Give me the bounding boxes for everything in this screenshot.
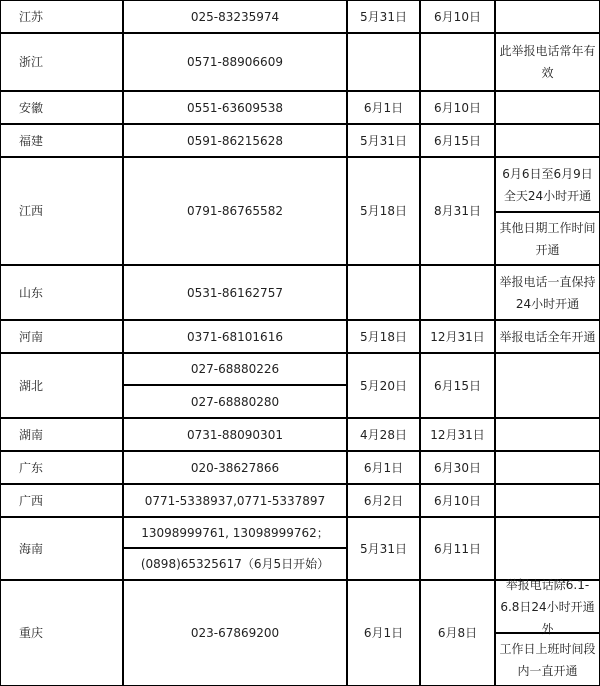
note-cell-text: 举报电话全年开通	[499, 329, 596, 344]
province-cell	[0, 91, 123, 124]
phone-cell	[123, 124, 347, 157]
province-cell-text: 福建	[19, 133, 44, 148]
end-date-cell-text: 6月8日	[437, 626, 478, 640]
phone-cell-text: 0371-68101616	[187, 329, 283, 344]
phone-cell-text: 0571-88906609	[187, 55, 283, 69]
phone-cell-text: 0551-63609538	[187, 100, 283, 115]
province-cell-text: 江苏	[19, 9, 44, 24]
province-cell	[0, 353, 123, 418]
phone-cell-text: 13098999761, 13098999762；	[141, 525, 329, 540]
phone-cell	[123, 451, 347, 484]
province-cell-text: 山东	[19, 285, 44, 300]
phone-cell	[123, 91, 347, 124]
note-cell	[495, 517, 600, 580]
start-date-cell	[347, 33, 420, 91]
phone-cell-text: (0898)65325617（6月5日开始）	[140, 557, 330, 571]
start-date-cell-text: 6月1日	[363, 100, 404, 115]
note-cell	[495, 91, 600, 124]
phone-cell	[123, 385, 347, 418]
end-date-cell	[420, 484, 495, 517]
note-cell	[495, 451, 600, 484]
end-date-cell	[420, 353, 495, 418]
phone-cell-text: 0771-5338937,0771-5337897	[144, 493, 326, 508]
end-date-cell	[420, 517, 495, 580]
province-cell	[0, 33, 123, 91]
province-cell-text: 安徽	[19, 100, 44, 115]
province-cell	[0, 320, 123, 353]
end-date-cell-text: 12月31日	[430, 329, 485, 344]
note-cell	[495, 33, 600, 91]
note-cell	[495, 484, 600, 517]
end-date-cell	[420, 451, 495, 484]
end-date-cell-text: 6月10日	[434, 9, 481, 24]
phone-cell	[123, 517, 347, 548]
start-date-cell	[347, 157, 420, 265]
start-date-cell	[347, 418, 420, 451]
phone-cell-text: 023-67869200	[190, 626, 280, 640]
province-cell	[0, 517, 123, 580]
end-date-cell	[420, 320, 495, 353]
province-cell	[0, 451, 123, 484]
province-cell	[0, 484, 123, 517]
start-date-cell	[347, 353, 420, 418]
end-date-cell	[420, 33, 495, 91]
phone-cell-text: 020-38627866	[190, 460, 280, 475]
phone-cell	[123, 157, 347, 265]
start-date-cell	[347, 451, 420, 484]
start-date-cell-text: 5月31日	[360, 541, 407, 556]
end-date-cell	[420, 418, 495, 451]
note-cell-text: 此举报电话常年有效	[499, 44, 596, 80]
note-cell	[495, 353, 600, 418]
phone-cell-text: 0731-88090301	[187, 427, 283, 442]
note-cell	[495, 0, 600, 33]
phone-cell-text: 0591-86215628	[187, 133, 283, 148]
phone-cell-text: 0531-86162757	[187, 285, 283, 300]
phone-cell	[123, 548, 347, 580]
province-cell	[0, 580, 123, 686]
end-date-cell-text: 6月10日	[434, 100, 481, 115]
start-date-cell	[347, 91, 420, 124]
province-cell-text: 河南	[19, 329, 44, 344]
province-cell-text: 江西	[19, 204, 44, 218]
start-date-cell	[347, 517, 420, 580]
end-date-cell-text: 6月10日	[434, 493, 481, 508]
phone-cell-text: 025-83235974	[190, 9, 280, 24]
note-cell	[495, 124, 600, 157]
province-cell-text: 海南	[19, 541, 44, 556]
phone-cell	[123, 33, 347, 91]
start-date-cell-text: 6月1日	[363, 460, 404, 475]
province-cell	[0, 418, 123, 451]
end-date-cell	[420, 580, 495, 686]
end-date-cell	[420, 265, 495, 320]
start-date-cell	[347, 124, 420, 157]
start-date-cell	[347, 484, 420, 517]
note-cell-text: 举报电话一直保持24小时开通	[499, 274, 596, 311]
end-date-cell-text: 6月11日	[434, 541, 481, 556]
province-cell-text: 广东	[19, 460, 44, 475]
phone-cell	[123, 418, 347, 451]
phone-cell-text: 0791-86765582	[187, 204, 283, 218]
note-cell	[495, 633, 600, 686]
province-cell	[0, 124, 123, 157]
start-date-cell-text: 5月31日	[360, 133, 407, 148]
start-date-cell-text: 5月31日	[360, 9, 407, 24]
start-date-cell	[347, 320, 420, 353]
province-cell-text: 广西	[19, 493, 44, 508]
end-date-cell-text: 8月31日	[434, 204, 481, 218]
end-date-cell-text: 6月30日	[434, 460, 481, 475]
note-cell	[495, 577, 600, 636]
province-cell	[0, 265, 123, 320]
start-date-cell-text: 5月18日	[360, 204, 407, 218]
note-cell-text: 工作日上班时间段内一直开通	[499, 641, 596, 678]
end-date-cell	[420, 157, 495, 265]
phone-cell-text: 027-68880226	[190, 362, 280, 376]
province-cell	[0, 0, 123, 33]
province-cell-text: 湖南	[19, 427, 44, 442]
phone-cell-text: 027-68880280	[190, 394, 280, 409]
phone-cell	[123, 353, 347, 385]
note-cell-text: 举报电话除6.1-6.8日24小时开通外	[500, 577, 595, 636]
start-date-cell-text: 6月1日	[363, 626, 404, 640]
note-cell	[495, 418, 600, 451]
start-date-cell-text: 4月28日	[360, 427, 407, 442]
phone-cell	[123, 320, 347, 353]
end-date-cell-text: 6月15日	[434, 133, 481, 148]
phone-cell	[123, 265, 347, 320]
phone-cell	[123, 484, 347, 517]
start-date-cell	[347, 265, 420, 320]
note-cell	[495, 320, 600, 353]
phone-cell	[123, 0, 347, 33]
note-cell-text: 其他日期工作时间开通	[499, 220, 596, 257]
start-date-cell-text: 6月2日	[363, 493, 404, 508]
province-cell-text: 湖北	[19, 378, 44, 393]
note-cell	[495, 212, 600, 265]
phone-cell	[123, 580, 347, 686]
note-cell	[495, 157, 600, 212]
end-date-cell	[420, 124, 495, 157]
start-date-cell-text: 5月20日	[360, 378, 407, 393]
note-cell-text: 6月6日至6月9日全天24小时开通	[502, 166, 593, 203]
end-date-cell-text: 6月15日	[434, 378, 481, 393]
end-date-cell	[420, 91, 495, 124]
end-date-cell-text: 12月31日	[430, 427, 485, 442]
province-cell-text: 重庆	[19, 626, 44, 640]
start-date-cell	[347, 0, 420, 33]
end-date-cell	[420, 0, 495, 33]
province-cell-text: 浙江	[19, 55, 44, 69]
province-cell	[0, 157, 123, 265]
note-cell	[495, 265, 600, 320]
start-date-cell-text: 5月18日	[360, 329, 407, 344]
start-date-cell	[347, 580, 420, 686]
